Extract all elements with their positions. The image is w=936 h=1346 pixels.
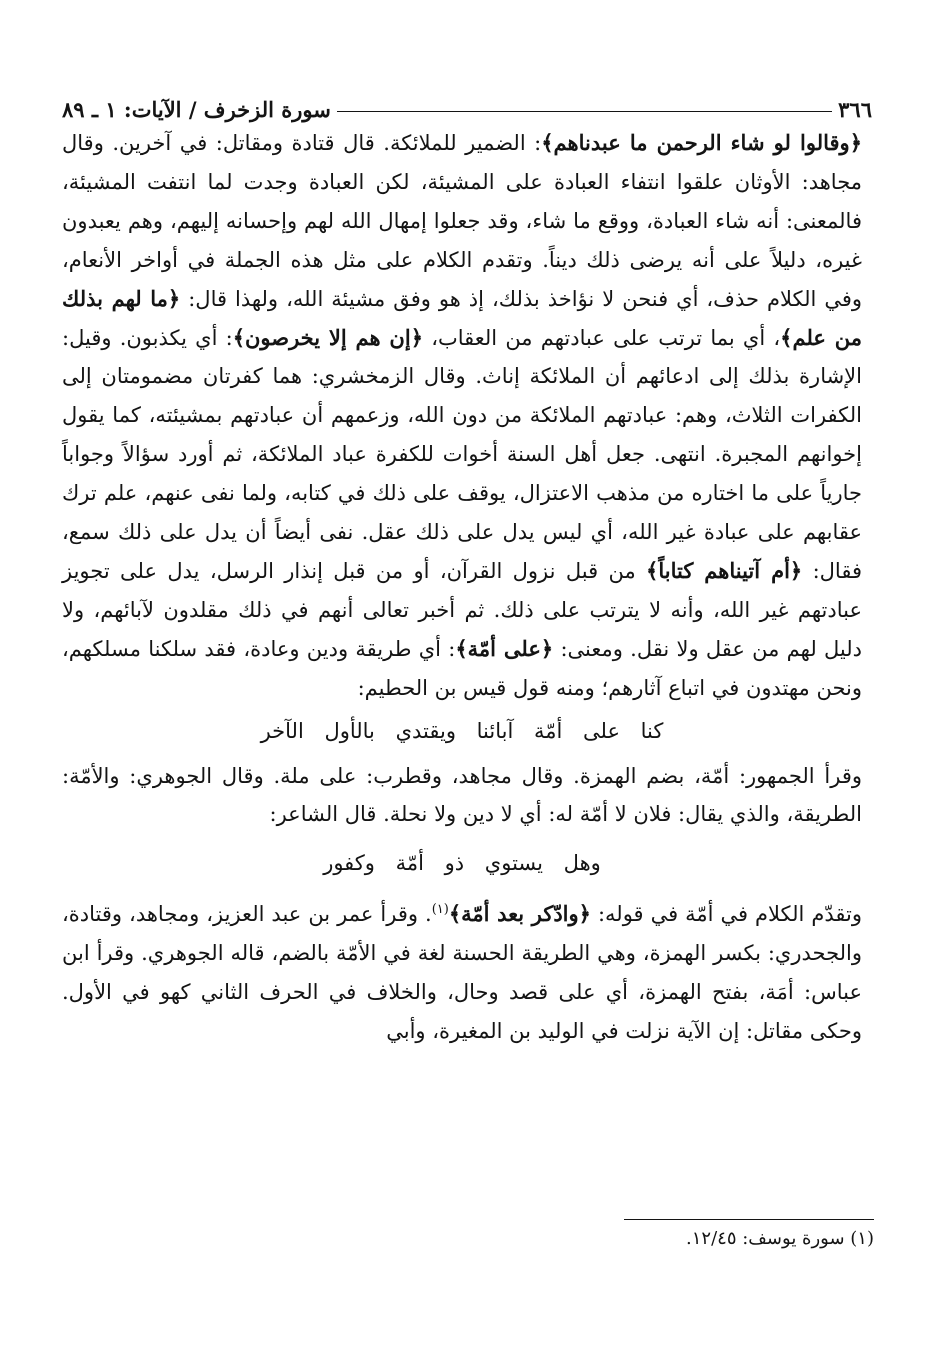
- text-run: من قبل نزول القرآن، أو من قبل إنذار الرسل، يدل على تجويز عبادتهم غير الله، وأنه لا يترتب على ذلك. ثم أخبر تعالى أنهم في ذلك مقلدون لآبائهم، ولا دليل لهم من عقل ولا نقل. ومعنى:: [62, 558, 862, 661]
- quran-quote: ﴿ما لهم بذلك من علم﴾: [62, 285, 863, 350]
- quran-quote: ﴿على أمّة﴾: [455, 635, 554, 661]
- quran-quote: ﴿وقالوا لو شاء الرحمن ما عبدناهم﴾: [541, 130, 862, 155]
- footnote: (١) سورة يوسف: ١٢/٤٥.: [686, 1228, 874, 1249]
- text-run: : الضمير للملائكة. قال قتادة ومقاتل: في آخرين. وقال مجاهد: الأوثان علقوا انتفاء العبادة على المشيئة، لكن العبادة وجدت لما انتفت المشيئة، فالمعنى: أنه شاء العبادة، ووقع ما شاء، وقد جعلوا إمهال الله لهم وإحسانه إليهم، وهم يعبدون غيره، دليلاً على أنه يرضى ذلك ديناً. وتقدم الكلام على مثل هذه الجملة في أواخر الأنعام، وفي الكلام حذف، أي فنحن لا نؤاخذ بذلك، إذ هو وفق مشيئة الله، ولهذا قال:: [62, 131, 862, 311]
- footnote-rule: [624, 1219, 874, 1220]
- paragraph-2: وقرأ الجمهور: أمّة، بضم الهمزة. وقال مجاهد، وقطرب: على ملة. وقال الجوهري: والأمّة: الطريقة، والذي يقال: فلان لا أمّة له: أي لا دين ولا نحلة. قال الشاعر:: [62, 763, 862, 827]
- running-head: [62, 82, 872, 122]
- main-text: [62, 124, 862, 1051]
- header-rule: [337, 111, 832, 112]
- text-run: ، أي بما ترتب على عبادتهم من العقاب،: [423, 325, 781, 350]
- section-title: سورة الزخرف / الآيات: ١ ـ ٨٩: [62, 97, 331, 122]
- quran-quote: ﴿أم آتيناهم كتاباً﴾: [646, 557, 803, 583]
- text-run: . وقرأ عمر بن عبد العزيز، ومجاهد، وقتادة، والجحدري: بكسر الهمزة، وهي الطريقة الحسنة لغة في الأمّة بالضم، قاله الجوهري. وقرأ ابن عباس: أمَة، بفتح الهمزة، أي على قصد وحال، والخلاف في الحرف الثاني كهو في الأول. وحكى مقاتل: إن الآية نزلت في الوليد بن المغيرة، وأبي: [62, 902, 862, 1043]
- text-run: : أي يكذبون. وقيل: الإشارة بذلك إلى ادعائهم أن الملائكة إناث. وقال الزمخشري: هما كفرتان مضمومتان إلى الكفرات الثلاث، وهم: عبادتهم الملائكة من دون الله، وزعمهم أن عبادتهم بمشيئته، كما يقول إخوانهم المجبرة. انتهى. جعل أهل السنة أخوات للكفرة عباد الملائكة، ثم أورد سؤالاً وجواباً جارياً على ما اختاره من مذهب الاعتزال، يوقف على ذلك في كتابه، ولما نفى عنهم، علم ترك عقابهم على عبادة غير الله، أي ليس يدل على ذلك عقل. نفى أيضاً أن يدل على ذلك سمع، فقال:: [62, 325, 862, 583]
- paragraph-1: [62, 124, 862, 708]
- poetry-verse-1: كنا على أمّة آبائنا ويقتدي بالأول الآخر: [260, 718, 664, 743]
- text-run: : أي طريقة ودين وعادة، فقد سلكنا مسلكهم، ونحن مهتدون في اتباع آثارهم؛ ومنه قول قيس بن الحطيم:: [62, 636, 862, 700]
- quran-quote: ﴿إن هم إلا يخرصون﴾: [232, 324, 423, 350]
- footnote-marker[interactable]: (١): [431, 902, 449, 918]
- page-number: ٣٦٦: [838, 97, 872, 122]
- poetry-verse-2: وهل يستوي ذو أمّة وكفور: [323, 851, 601, 876]
- quran-quote: ﴿وادّكر بعد أمّة﴾: [448, 901, 591, 927]
- text-run: وتقدّم الكلام في أمّة في قوله:: [590, 902, 863, 927]
- paragraph-3: [62, 891, 862, 1051]
